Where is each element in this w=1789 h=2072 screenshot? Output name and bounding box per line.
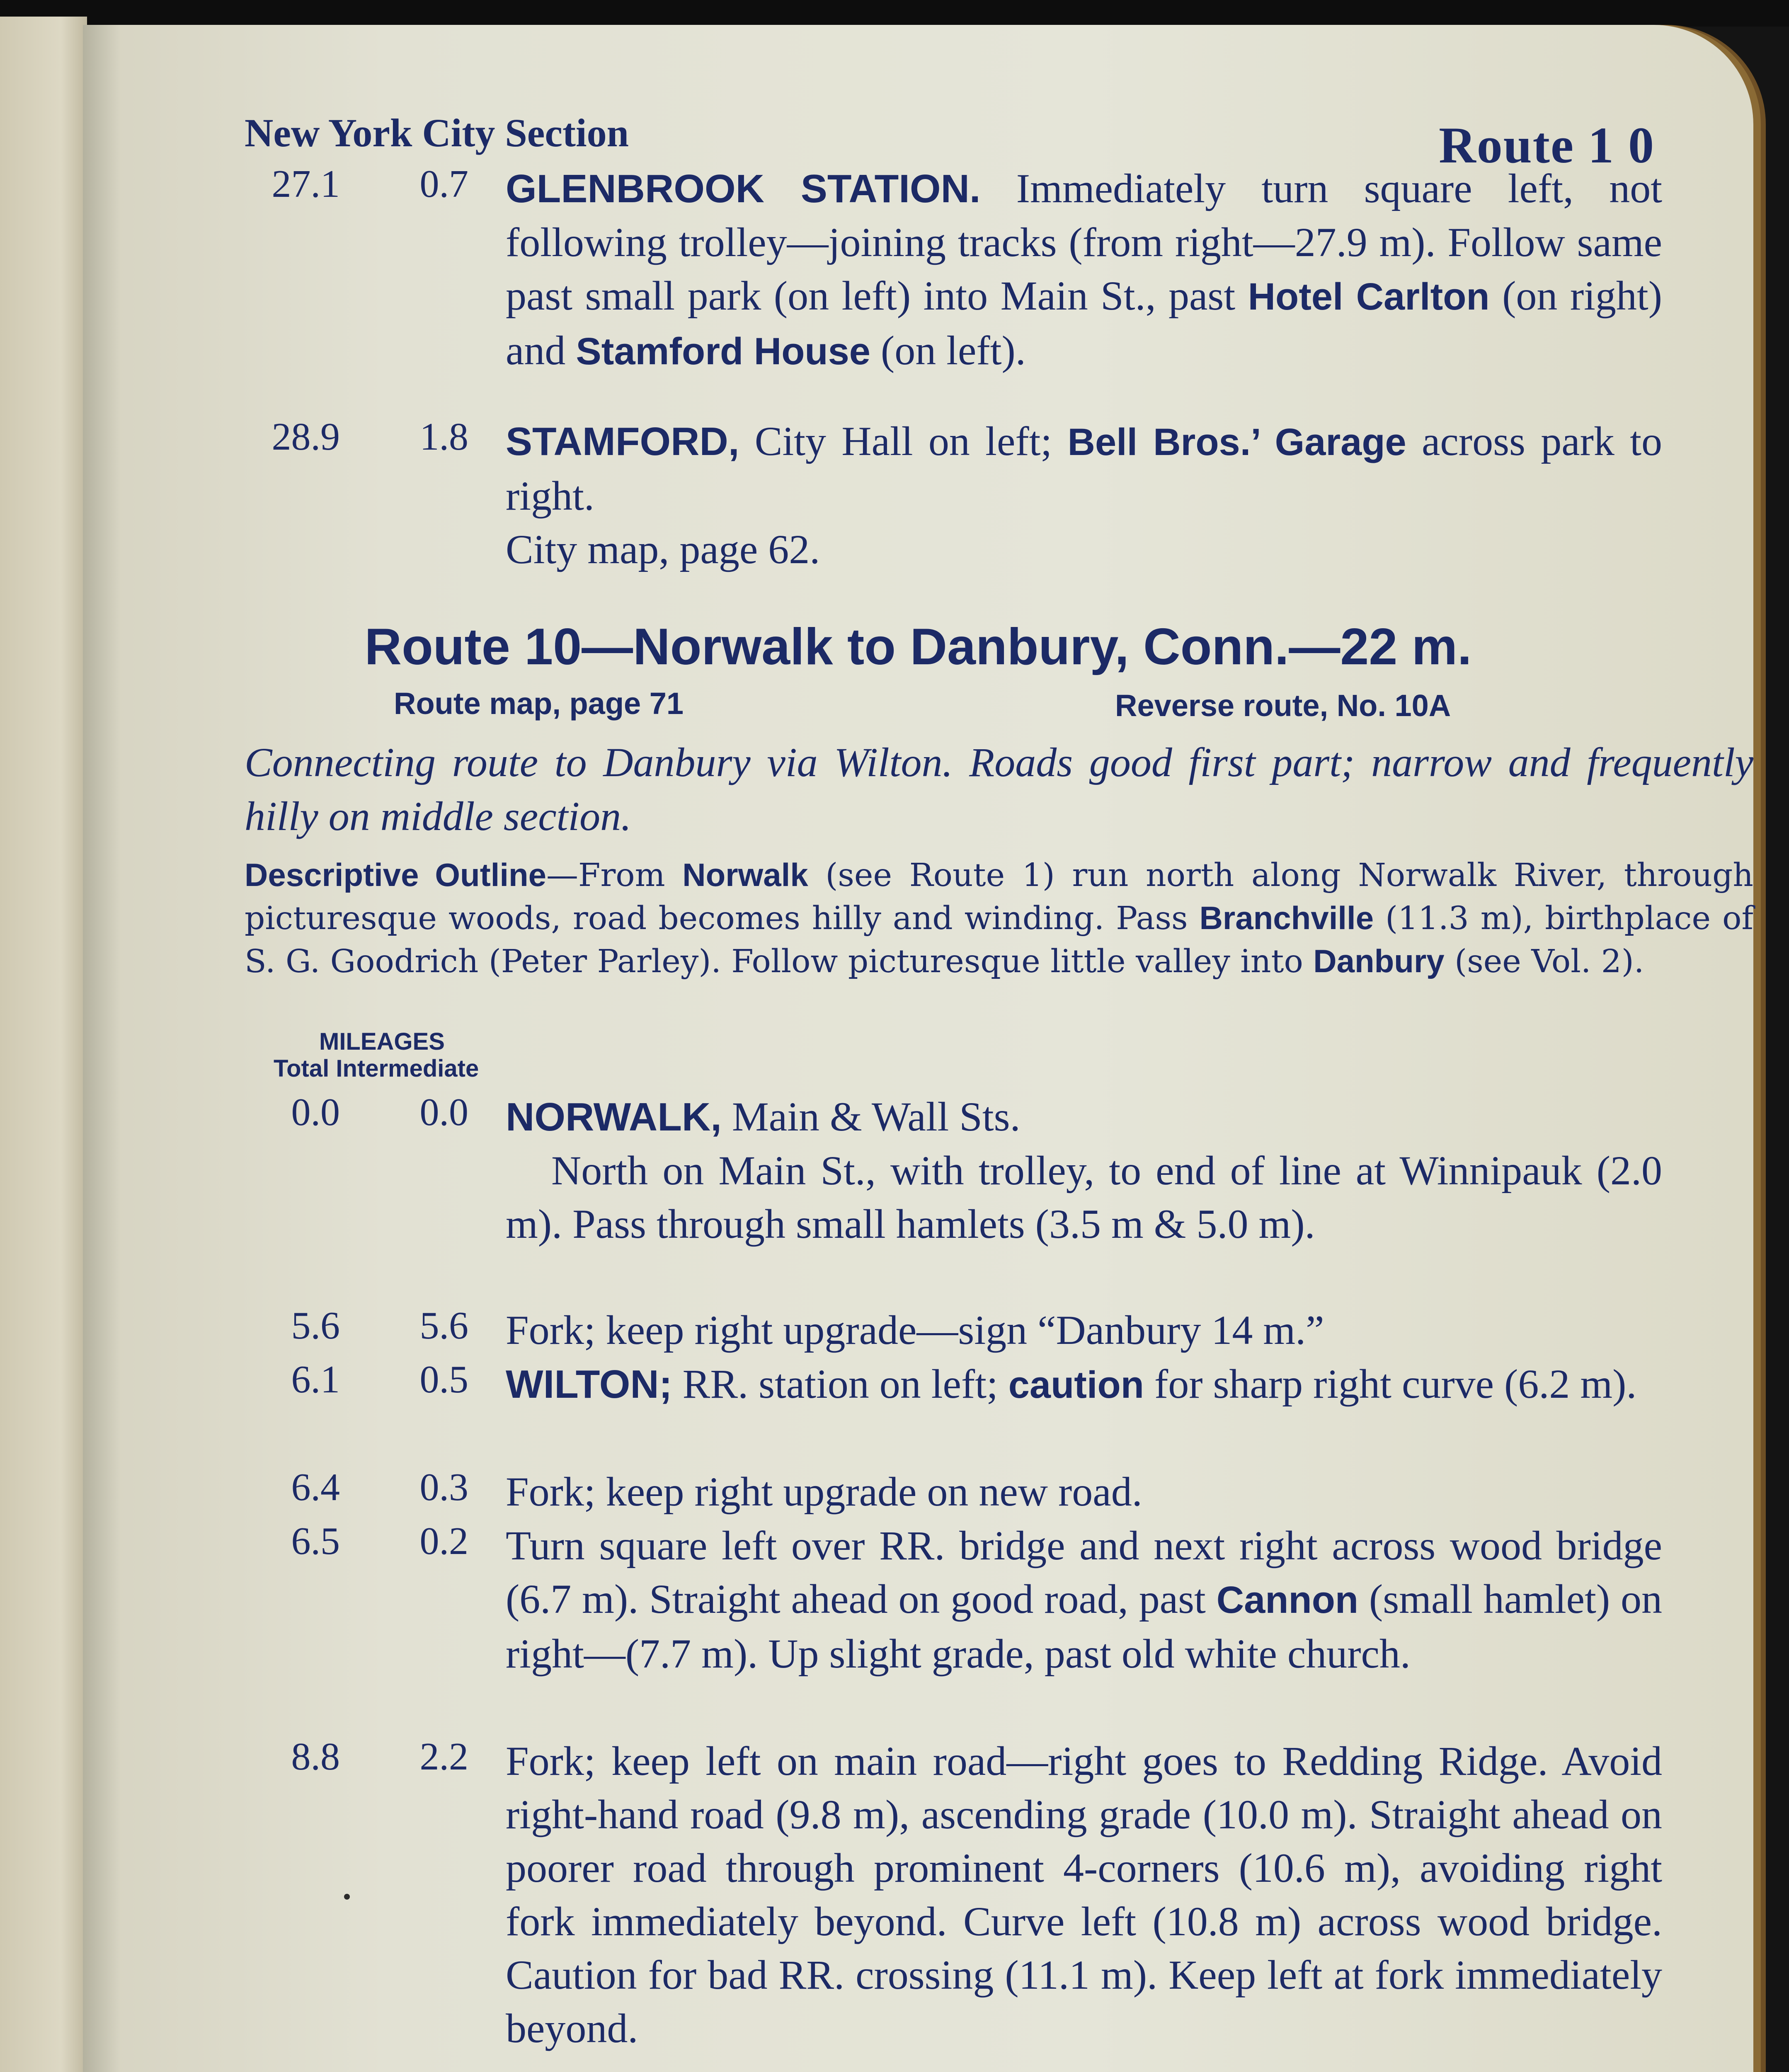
total-mileage: 27.1	[272, 162, 340, 206]
bold-term: Cannon	[1216, 1579, 1359, 1621]
entry-text-part: City Hall on left;	[739, 418, 1068, 464]
entry-text-part: (on right) and	[506, 273, 1663, 373]
entry-text-part: Fork; keep left on main road—right goes to Redding Ridge. Avoid right-hand road (9.8 m), ascending grade (10.0 m). Straight ahead on poorer road through prominent 4-corners (10.6 m), avoiding right fork immediately beyond. Curve left (10.8 m) across wood bridge. Caution for bad RR. crossing (11.1 m). Keep left at fork immediately beyond.	[506, 1738, 1662, 2051]
intermediate-mileage: 0.5	[419, 1358, 468, 1401]
scan-top-border	[0, 0, 1789, 27]
total-mileage: 6.1	[291, 1358, 340, 1401]
ink-speck	[344, 1894, 350, 1900]
entry-text-part: (on left).	[870, 327, 1026, 373]
total-mileage: 6.4	[291, 1466, 340, 1509]
total-mileage: 28.9	[272, 415, 340, 458]
intermediate-mileage: 0.0	[419, 1091, 468, 1134]
total-mileage: 5.6	[291, 1304, 340, 1347]
intermediate-mileage: 5.6	[419, 1304, 468, 1347]
bold-term: Stamford House	[576, 330, 870, 373]
book-page	[83, 25, 1753, 2072]
gutter-shadow	[83, 25, 120, 2072]
entry-text-part: RR. station on left;	[672, 1361, 1008, 1407]
bold-term: Norwalk	[682, 857, 808, 893]
direction-text	[506, 162, 1662, 378]
mileages-header: MILEAGES	[319, 1028, 445, 1055]
direction-text	[506, 1519, 1662, 1680]
entry-text-part: Immediately turn square left, not following trolley—joining tracks (from right—27.9 m). Follow same past small park (on left) into Main St., past	[506, 165, 1662, 319]
bold-term: Branchville	[1199, 900, 1374, 936]
intermediate-mileage: 0.7	[419, 162, 468, 206]
entry-text-part: Turn square left over RR. bridge and next right across wood bridge (6.7 m). Straight ahead on good road, past	[506, 1523, 1662, 1622]
city-map-reference: City map, page 62.	[506, 526, 820, 572]
entry-text-part: (see Route 1) run north along Norwalk River, through picturesque woods, road becomes hilly and winding. Pass	[245, 857, 1754, 937]
entry-text-part: (small hamlet) on right—(7.7 m). Up slight grade, past old white church.	[506, 1576, 1662, 1677]
bold-term: Danbury	[1313, 943, 1445, 979]
bold-term: Bell Bros.’ Garage	[1067, 421, 1406, 463]
route-title: Route 10—Norwalk to Danbury, Conn.—22 m.	[364, 618, 1472, 675]
entry-text-part: (see Vol. 2).	[1444, 943, 1644, 980]
descriptive-outline	[245, 854, 1753, 983]
direction-text	[506, 1303, 1662, 1357]
total-mileage: 6.5	[291, 1520, 340, 1563]
entry-text-part: for sharp right curve (6.2 m).	[1144, 1361, 1637, 1407]
intermediate-mileage: 0.3	[419, 1466, 468, 1509]
place-name: NORWALK,	[506, 1095, 722, 1139]
bold-term: Descriptive Outline	[245, 857, 547, 893]
total-mileage: 0.0	[291, 1091, 340, 1134]
entry-text-part: Main & Wall Sts.	[721, 1094, 1021, 1140]
route-intro: Connecting route to Danbury via Wilton. Roads good first part; narrow and frequently hilly on middle section.	[245, 739, 1753, 839]
direction-text	[506, 1090, 1662, 1251]
entry-text-part: Fork; keep right upgrade on new road.	[506, 1469, 1142, 1515]
route-map-reference: Route map, page 71	[394, 686, 684, 721]
entry-text-part: Fork; keep right upgrade—sign “Danbury 14 m.”	[506, 1307, 1324, 1353]
facing-page-edge	[0, 17, 87, 2072]
direction-text	[506, 1465, 1662, 1518]
total-mileage: 8.8	[291, 1735, 340, 1778]
entry-text-part: across park to right.	[506, 418, 1663, 519]
section-header: New York City Section	[245, 111, 629, 155]
bold-term: Hotel Carlton	[1248, 276, 1490, 318]
entry-text-part: —From	[546, 857, 683, 894]
intermediate-mileage: 0.2	[419, 1520, 468, 1563]
place-name: GLENBROOK STATION.	[506, 167, 981, 211]
direction-text	[506, 414, 1662, 576]
reverse-route-reference: Reverse route, No. 10A	[1115, 688, 1451, 723]
place-name: WILTON;	[506, 1362, 672, 1406]
direction-text	[506, 1734, 1662, 2055]
route-header: Route 1 0	[1439, 117, 1655, 174]
mileages-subheader: Total Intermediate	[274, 1055, 479, 1082]
entry-text-part: (11.3 m), birthplace of S. G. Goodrich (Peter Parley). Follow picturesque little valley into	[245, 900, 1753, 980]
bold-term: caution	[1008, 1364, 1144, 1406]
direction-text	[506, 1357, 1662, 1412]
place-name: STAMFORD,	[506, 419, 739, 464]
intermediate-mileage: 2.2	[419, 1735, 468, 1778]
intermediate-mileage: 1.8	[419, 415, 468, 458]
continuation-text: North on Main St., with trolley, to end of line at Winnipauk (2.0 m). Pass through small hamlets (3.5 m & 5.0 m).	[506, 1147, 1662, 1247]
